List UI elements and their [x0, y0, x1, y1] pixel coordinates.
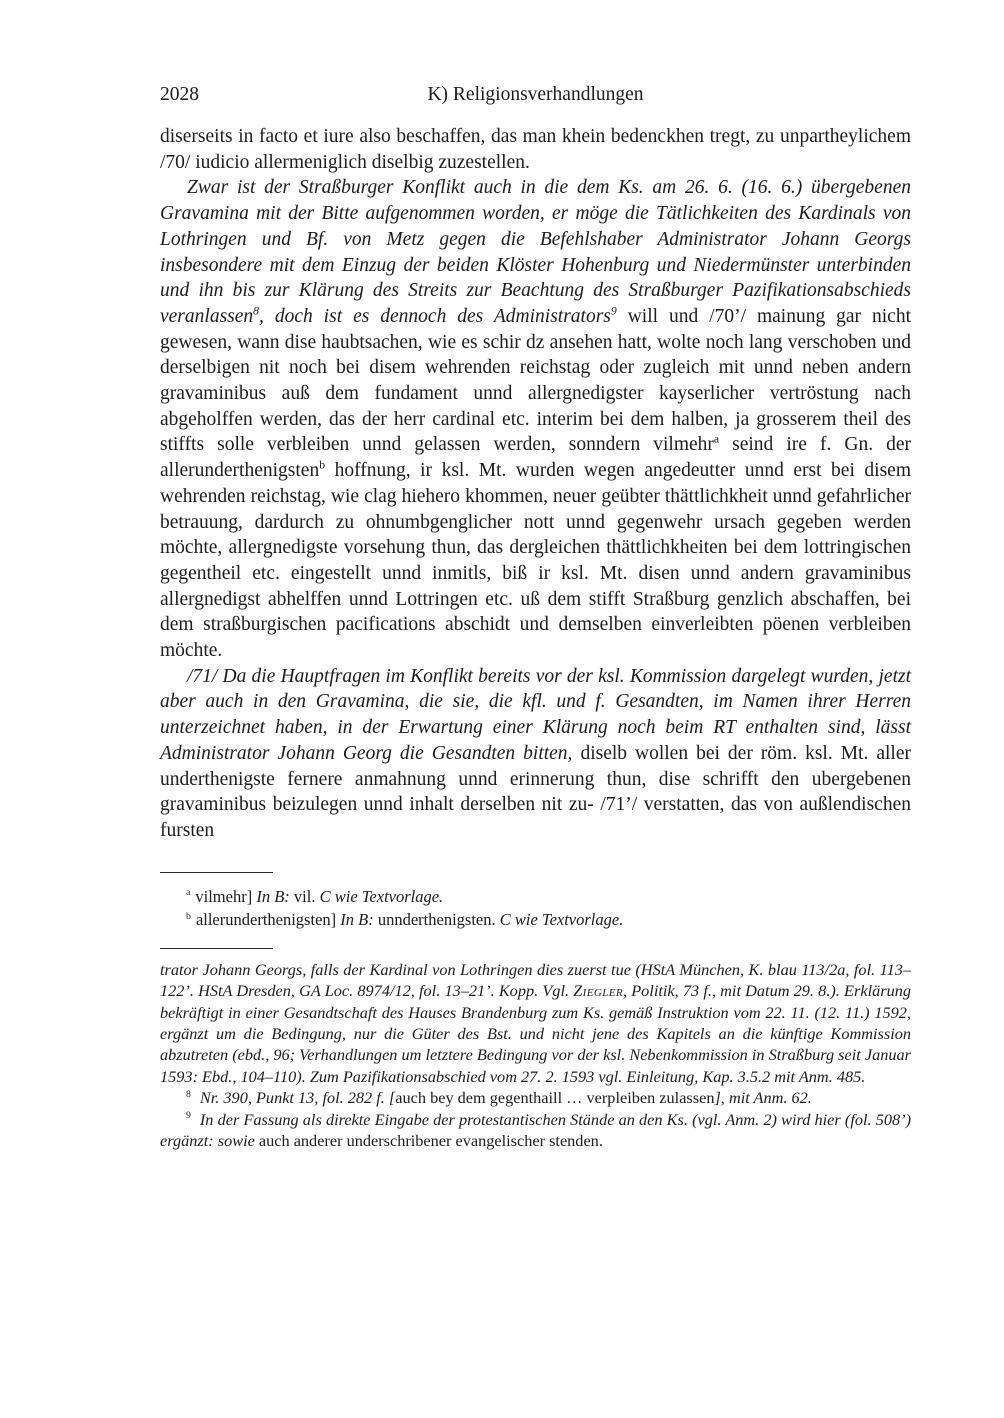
- note-marker: a: [186, 887, 191, 899]
- text-run: allerunderthenigsten]: [195, 910, 341, 930]
- note-marker: b: [186, 910, 191, 922]
- running-head: [160, 84, 911, 110]
- text-run: vil.: [293, 886, 320, 906]
- apparatus-note-b: [160, 908, 911, 932]
- footnote-marker: 8: [186, 1088, 191, 1100]
- apparatus-divider: [160, 872, 273, 873]
- text-run: C wie Textvorlage.: [499, 910, 624, 930]
- page-number: 2028: [160, 84, 199, 105]
- text-run: , Politik, 73 f., mit Datum 29. 8.). Erklärung bekräftigt in einer Gesandtschaft des Hauses Brandenburg zum Ks. gemäß Instruktion vom 22. 11. (12. 11.) 1592, ergänzt um die Bedingung, nur die Güter des Bst. und nicht jene des Kapitels an die künftige Kommission abzutreten (ebd., 96; Verhandlungen um letztere Bedingung vor der ksl. Nebenkommission in Straßburg seit Januar 1593: Ebd., 104–110). Zum Pazifikationsabschied vom 27. 2. 1593 vgl. Einleitung, Kap. 3.5.2 mit Anm. 485.: [160, 981, 911, 1086]
- text-run: seind ire f. Gn. der allerunderthenigsten: [160, 434, 912, 482]
- body-paragraph: [160, 664, 911, 844]
- text-run: b: [319, 458, 326, 472]
- text-run: hoffnung, ir ksl. Mt. wurden wegen angedeutter unnd erst bei disem wehrenden reichstag, wie clag hiehero khommen, neuer geübter thättlichkheit unnd gefahrlicher betrauung, dardurch zu ohnumbgenglicher nott unnd gegenwehr ursach gegeben werden möchte, allergnedigste vorsehung thun, das dergleichen thättlichkheiten bei dem lottringischen gegentheil etc. eingestellt unnd inmitls, biß ir ksl. Mt. disen unnd andern gravaminibus allergnedigst abhelffen unnd Lottringen etc. uß dem stifft Straßburg genzlich abschaffen, bei dem straßburgischen pacifications abschidt und demselben einverleibten pöenen verbleiben möchte.: [160, 460, 911, 662]
- footnote-text: [160, 1110, 911, 1150]
- footnote-block: [160, 959, 911, 1152]
- text-run: auch bey dem gegenthaill … verpleiben zulassen: [395, 1088, 715, 1108]
- apparatus-note-text: [195, 887, 443, 906]
- text-run: Zwar ist der Straßburger Konflikt auch in die dem Ks. am 26. 6. (16. 6.) übergebenen Gravamina mit der Bitte aufgenommen worden, er möge die Tätlichkeiten des Kardinals von Lothringen und Bf. von Metz gegen die Befehlshaber Administrator Johann Georgs insbesondere mit dem Einzug der beiden Klöster Hohenburg und Niedermünster unterbinden und ihn bis zur Klärung des Streits zur Beachtung des Straßburger Pazifikationsabschieds veranlassen: [160, 177, 911, 327]
- body-paragraph: [160, 124, 911, 175]
- apparatus-note-text: [196, 910, 623, 929]
- text-run: auch anderer underschribener evangelischer stenden.: [258, 1130, 603, 1150]
- footnote-divider: [160, 948, 273, 949]
- text-run: will und /70’/ mainung gar nicht gewesen, wann dise haubtsachen, wie es schir dz ansehen hatt, wolte noch lang verschoben und derselbigen nit noch bei disem wehrenden reichstag oder zugleich mit unnd neben andern gravaminibus auß dem fundament unnd allergnedigster kayserlicher vertröstung nach abgeholffen werden, das der herr cardinal etc. interim bei dem halben, ja grosserem theil des stiffts solle verbleiben unnd gelassen werden, sonndern vilmehr: [160, 305, 911, 456]
- text-run: diserseits in facto et iure also beschaffen, das man khein bedenckhen tregt, zu unpartheylichem /70/ iudicio allermeniglich diselbig zuzestellen.: [160, 126, 911, 173]
- text-run: In B:: [256, 886, 294, 906]
- text-run: /71/ Da die Hauptfragen im Konflikt bereits vor der ksl. Kommission dargelegt wurden, jetzt aber auch in den Gravamina, die sie, die kfl. und f. Gesandten, im Namen ihrer Herren unterzeichnet haben, in der Erwartung einer Klärung noch beim RT enthalten sind, lässt Administrator Johann Georg die Gesandten bitten,: [160, 665, 911, 764]
- text-run: Ziegler: [573, 981, 623, 1001]
- footnote-text: [200, 1088, 812, 1107]
- apparatus-note-a: [160, 885, 911, 909]
- text-run: Nr. 390, Punkt 13, fol. 282 f. [: [199, 1088, 396, 1108]
- body-paragraph: [160, 175, 911, 663]
- text-run: C wie Textvorlage.: [319, 886, 444, 906]
- text-run: In B:: [340, 910, 378, 930]
- footnote-marker: 9: [186, 1110, 191, 1122]
- footnote-8: [160, 1087, 911, 1108]
- running-head-title: K) Religionsverhandlungen: [427, 84, 644, 105]
- footnote-continuation: [160, 959, 911, 1087]
- text-run: ], mit Anm. 62.: [714, 1088, 812, 1108]
- text-run: In der Fassung als direkte Eingabe der protestantischen Stände an den Ks. (vgl. Anm. 2) wird hier (fol. 508’) ergänzt: sowie: [160, 1109, 911, 1150]
- footnote-9: [160, 1109, 911, 1152]
- critical-apparatus: [160, 885, 911, 932]
- text-run: 9: [610, 304, 617, 318]
- text-run: diselb wollen bei der röm. ksl. Mt. aller underthenigste fernere anmahnung unnd erinnerung thun, dise schrifft den ubergebenen gravaminibus beizulegen unnd inhalt derselben nit zu- /71’/ verstatten, das von außlendischen fursten: [160, 742, 911, 841]
- text-run: 8: [253, 304, 259, 318]
- text-run: trator Johann Georgs, falls der Kardinal von Lothringen dies zuerst tue (HStA München, K. blau 113/2a, fol. 113–122’. HStA Dresden, GA Loc. 8974/12, fol. 13–21’. Kopp. Vgl.: [160, 959, 911, 1001]
- main-text: [160, 124, 911, 844]
- text-run: unnderthenigsten.: [377, 910, 500, 930]
- text-run: a: [713, 432, 720, 446]
- text-run: vilmehr]: [195, 886, 257, 906]
- text-run: , doch ist es dennoch des Administrators: [259, 305, 611, 327]
